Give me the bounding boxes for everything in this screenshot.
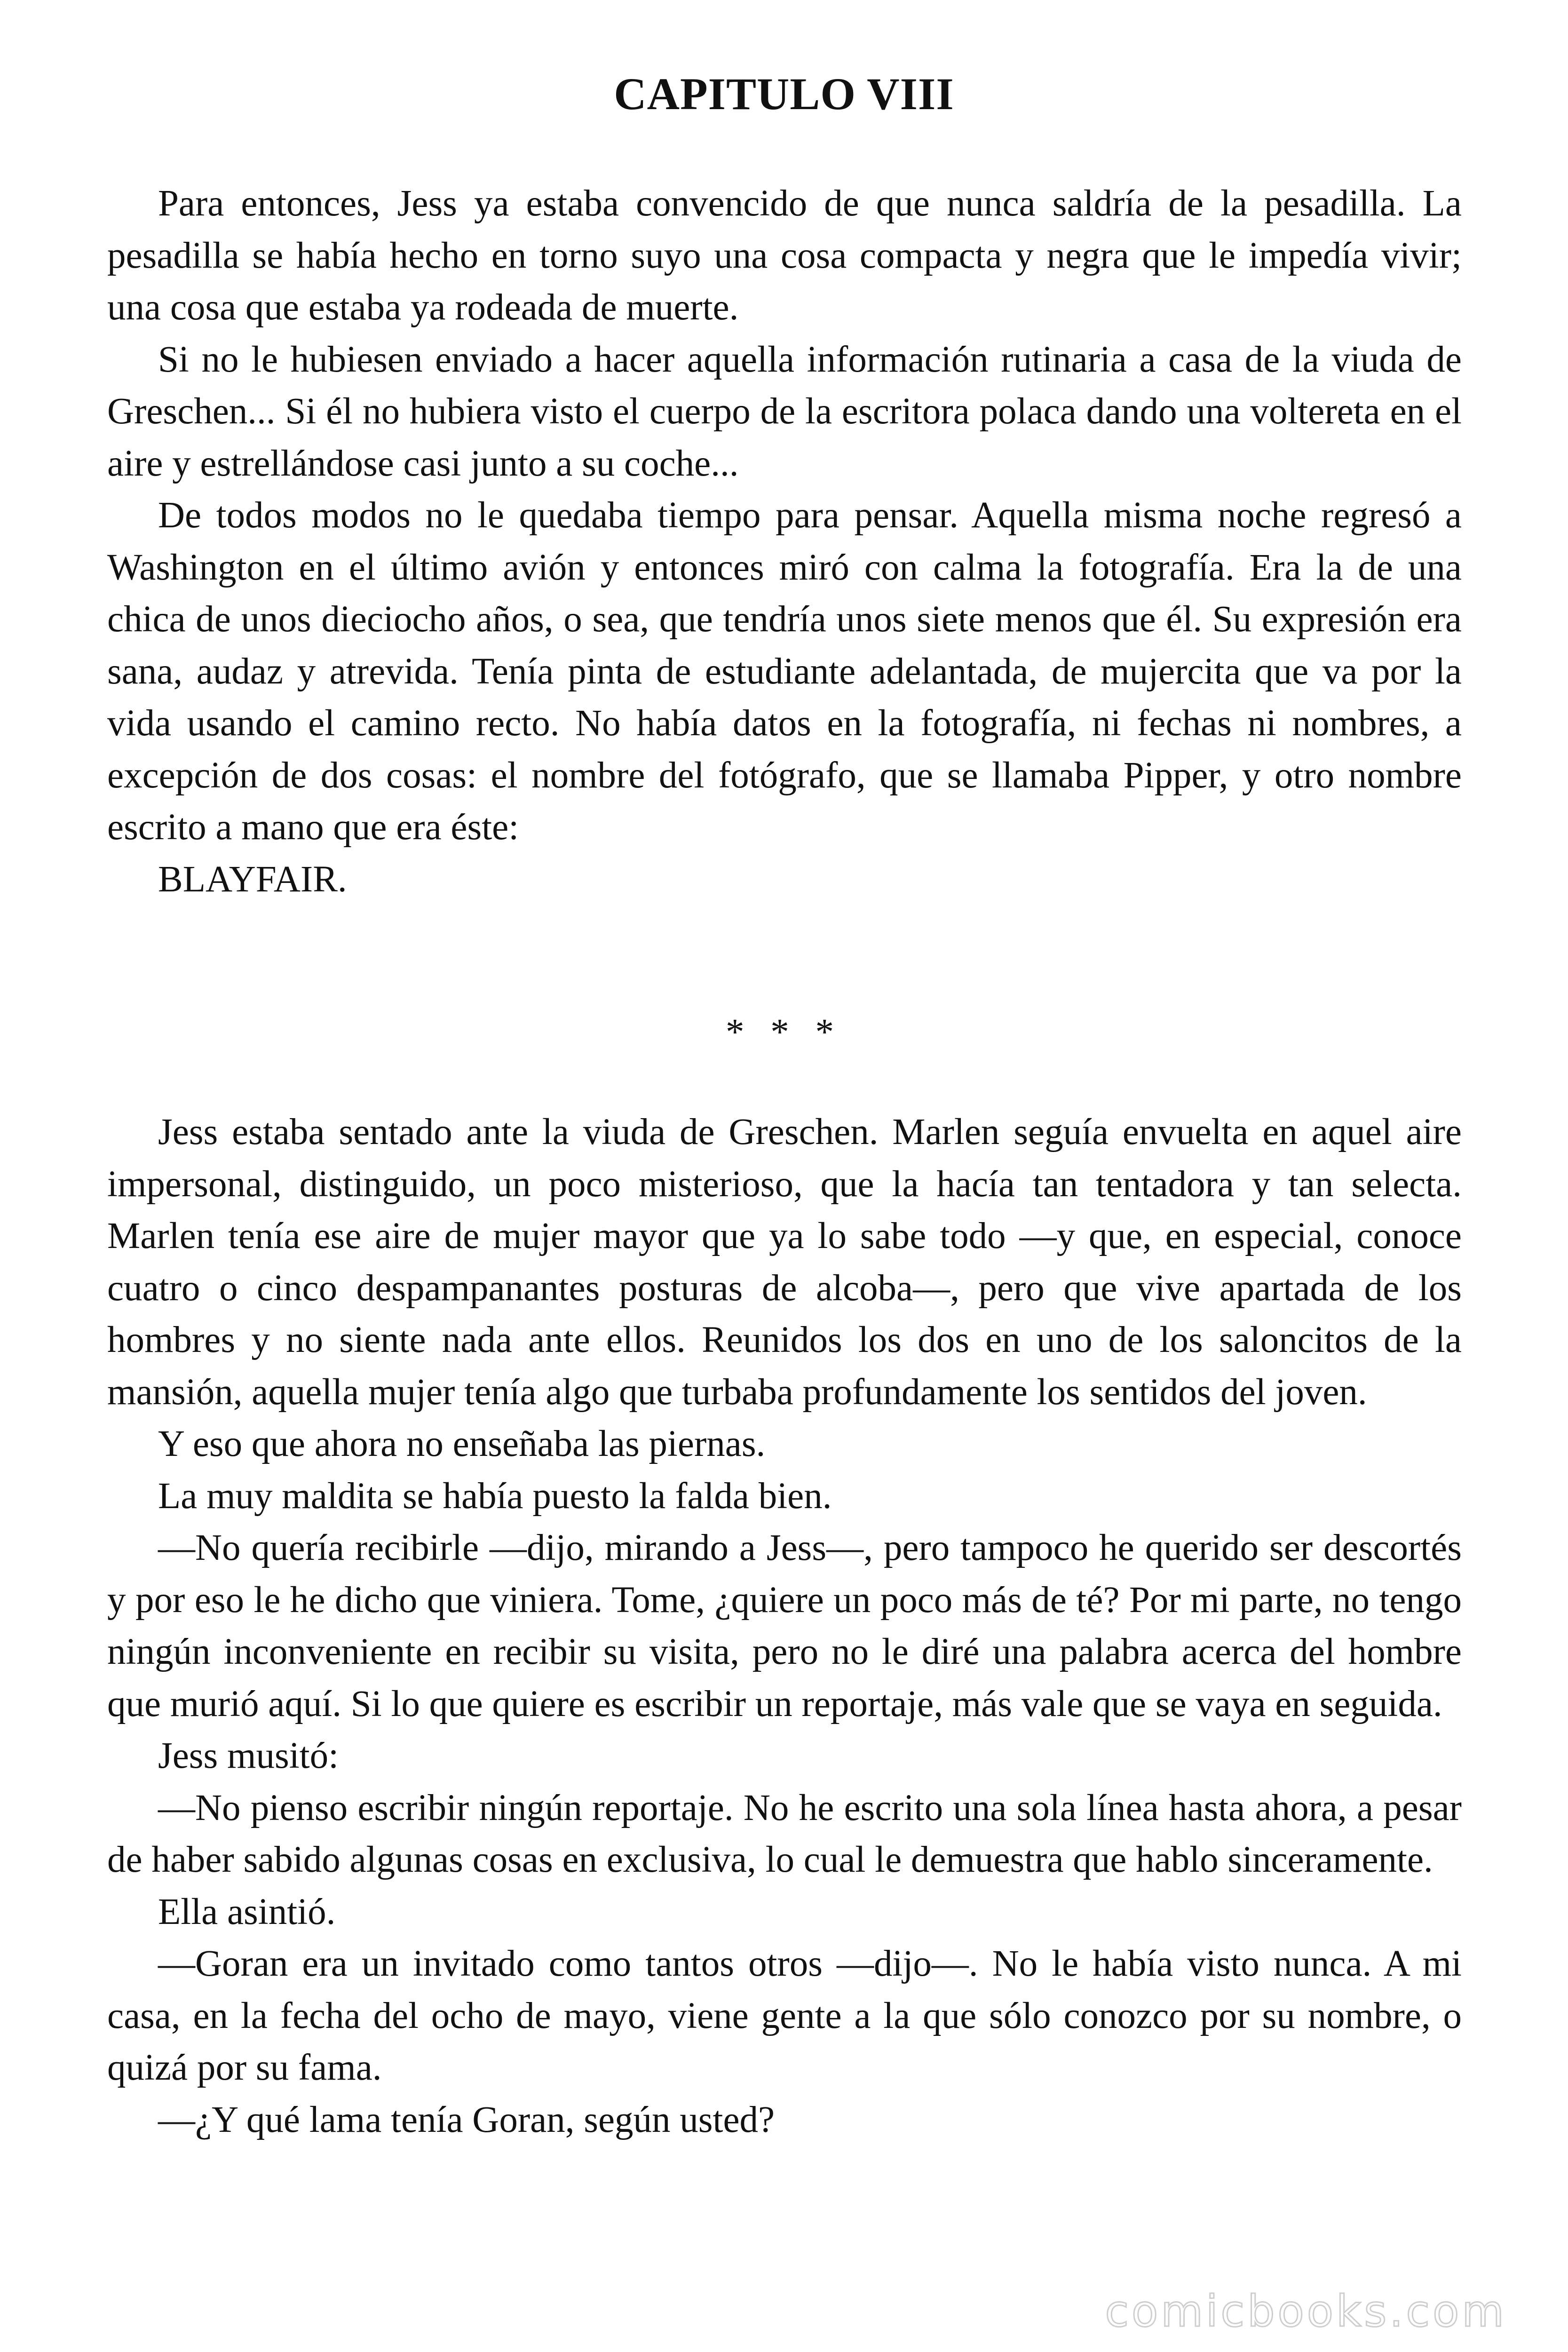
paragraph: La muy maldita se había puesto la falda bien. [158,1475,832,1517]
text-section-2 [107,1106,1462,2146]
watermark-logo: comicbooks.com [1105,2286,1507,2336]
paragraph: Jess musitó: [158,1735,339,1776]
paragraph: Para entonces, Jess ya estaba convencido de que nunca saldría de la pesadilla. La pesadilla se había hecho en torno suyo una cosa compacta y negra que le impedía vivir; una cosa que estaba ya rodeada de muerte. [107,183,1462,328]
paragraph: —No pienso escribir ningún reportaje. No he escrito una sola línea hasta ahora, a pesar de haber sabido algunas cosas en exclusiva, lo cual le demuestra que hablo sinceramente. [107,1787,1462,1880]
paragraph: De todos modos no le quedaba tiempo para pensar. Aquella misma noche regresó a Washington en el último avión y entonces miró con calma la fotografía. Era la de una chica de unos dieciocho años, o sea, que tendría unos siete menos que él. Su expresión era sana, audaz y atrevida. Tenía pinta de estudiante adelantada, de mujercita que va por la vida usando el camino recto. No había datos en la fotografía, ni fechas ni nombres, a excepción de dos cosas: el nombre del fotógrafo, que se llamaba Pipper, y otro nombre escrito a mano que era éste: [107,495,1462,848]
text-section-1 [107,178,1462,906]
paragraph: Ella asintió. [158,1891,336,1932]
paragraph: Jess estaba sentado ante la viuda de Greschen. Marlen seguía envuelta en aquel aire impersonal, distinguido, un poco misterioso, que la hacía tan tentadora y tan selecta. Marlen tenía ese aire de mujer mayor que ya lo sabe todo —y que, en especial, conoce cuatro o cinco despampanantes posturas de alcoba—, pero que vive apartada de los hombres y no siente nada ante ellos. Reunidos los dos en uno de los saloncitos de la mansión, aquella mujer tenía algo que turbaba profundamente los sentidos del joven. [107,1112,1462,1413]
paragraph: Si no le hubiesen enviado a hacer aquella información rutinaria a casa de la viuda de Greschen... Si él no hubiera visto el cuerpo de la escritora polaca dando una voltereta en el aire y estrellándose casi junto a su coche... [107,339,1462,484]
paragraph: BLAYFAIR. [158,858,347,900]
paragraph: —No quería recibirle —dijo, mirando a Jess—, pero tampoco he querido ser descortés y por eso le he dicho que viniera. Tome, ¿quiere un poco más de té? Por mi parte, no tengo ningún inconveniente en recibir su visita, pero no le diré una palabra acerca del hombre que murió aquí. Si lo que quiere es escribir un reportaje, más vale que se vaya en seguida. [107,1527,1462,1724]
paragraph: Y eso que ahora no enseñaba las piernas. [158,1423,766,1464]
paragraph: —¿Y qué lama tenía Goran, según usted? [158,2099,775,2140]
chapter-title: CAPITULO VIII [614,69,954,119]
section-separator: * * * [726,1012,842,1053]
paragraph: —Goran era un invitado como tantos otros —dijo—. No le había visto nunca. A mi casa, en la fecha del ocho de mayo, viene gente a la que sólo conozco por su nombre, o quizá por su fama. [107,1943,1462,2088]
